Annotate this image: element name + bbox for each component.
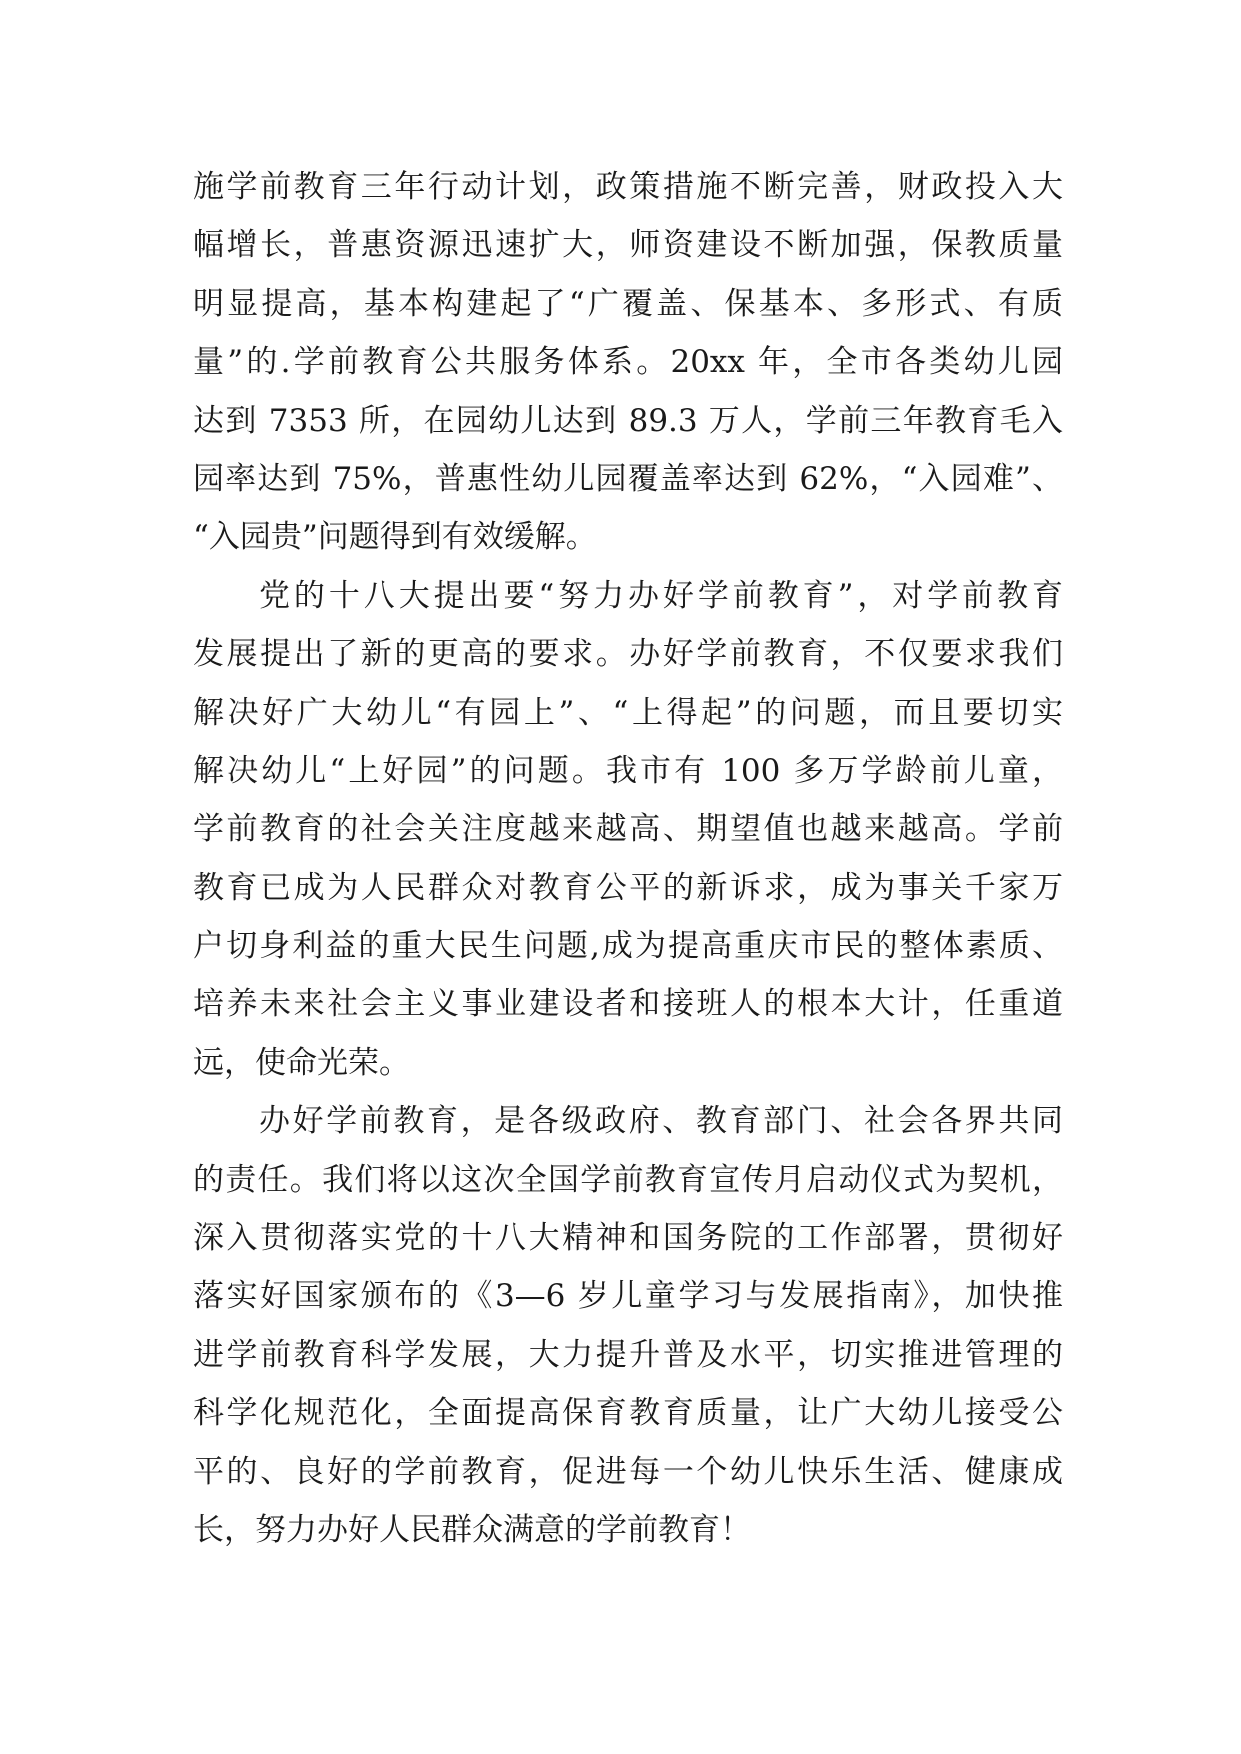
text-line: 深入贯彻落实党的十八大精神和国务院的工作部署，贯彻好	[193, 1220, 1063, 1257]
paragraph-2	[193, 567, 1063, 1093]
document-body	[193, 158, 1063, 1559]
text-line: 幅增长，普惠资源迅速扩大，师资建设不断加强，保教质量	[193, 227, 1063, 264]
text-line: 平的、良好的学前教育，促进每一个幼儿快乐生活、健康成	[193, 1453, 1063, 1490]
text-line: 施学前教育三年行动计划，政策措施不断完善，财政投入大	[193, 169, 1063, 205]
text-line: 教育已成为人民群众对教育公平的新诉求，成为事关千家万	[193, 869, 1063, 906]
text-line: 的责任。我们将以这次全国学前教育宣传月启动仪式为契机，	[193, 1161, 1063, 1198]
text-line: 远，使命光荣。	[193, 1044, 410, 1081]
text-line: 长，努力办好人民群众满意的学前教育！	[193, 1511, 751, 1548]
text-line: 户切身利益的重大民生问题,成为提高重庆市民的整体素质、	[193, 928, 1063, 965]
text-line: 量”的.学前教育公共服务体系。20xx 年，全市各类幼儿园	[193, 344, 1063, 381]
text-line: 达到 7353 所，在园幼儿达到 89.3 万人，学前三年教育毛入	[193, 402, 1063, 439]
text-line: “入园贵”问题得到有效缓解。	[193, 519, 597, 556]
text-line: 园率达到 75%，普惠性幼儿园覆盖率达到 62%，“入园难”、	[193, 460, 1063, 497]
text-line: 发展提出了新的更高的要求。办好学前教育，不仅要求我们	[193, 636, 1063, 673]
text-line: 落实好国家颁布的《3—6 岁儿童学习与发展指南》，加快推	[193, 1278, 1063, 1315]
text-line: 培养未来社会主义事业建设者和接班人的根本大计，任重道	[193, 986, 1063, 1023]
text-line: 党的十八大提出要“努力办好学前教育”，对学前教育	[259, 577, 1063, 614]
text-line: 办好学前教育，是各级政府、教育部门、社会各界共同	[259, 1103, 1063, 1140]
text-line: 解决幼儿“上好园”的问题。我市有 100 多万学龄前儿童，	[193, 752, 1063, 789]
text-line: 解决好广大幼儿“有园上”、“上得起”的问题，而且要切实	[193, 694, 1063, 731]
text-line: 科学化规范化，全面提高保育教育质量，让广大幼儿接受公	[193, 1395, 1063, 1432]
paragraph-3	[193, 1092, 1063, 1559]
text-line: 明显提高，基本构建起了“广覆盖、保基本、多形式、有质	[193, 285, 1063, 322]
text-line: 进学前教育科学发展，大力提升普及水平，切实推进管理的	[193, 1336, 1063, 1373]
paragraph-1	[193, 158, 1063, 567]
text-line: 学前教育的社会关注度越来越高、期望值也越来越高。学前	[193, 811, 1063, 848]
